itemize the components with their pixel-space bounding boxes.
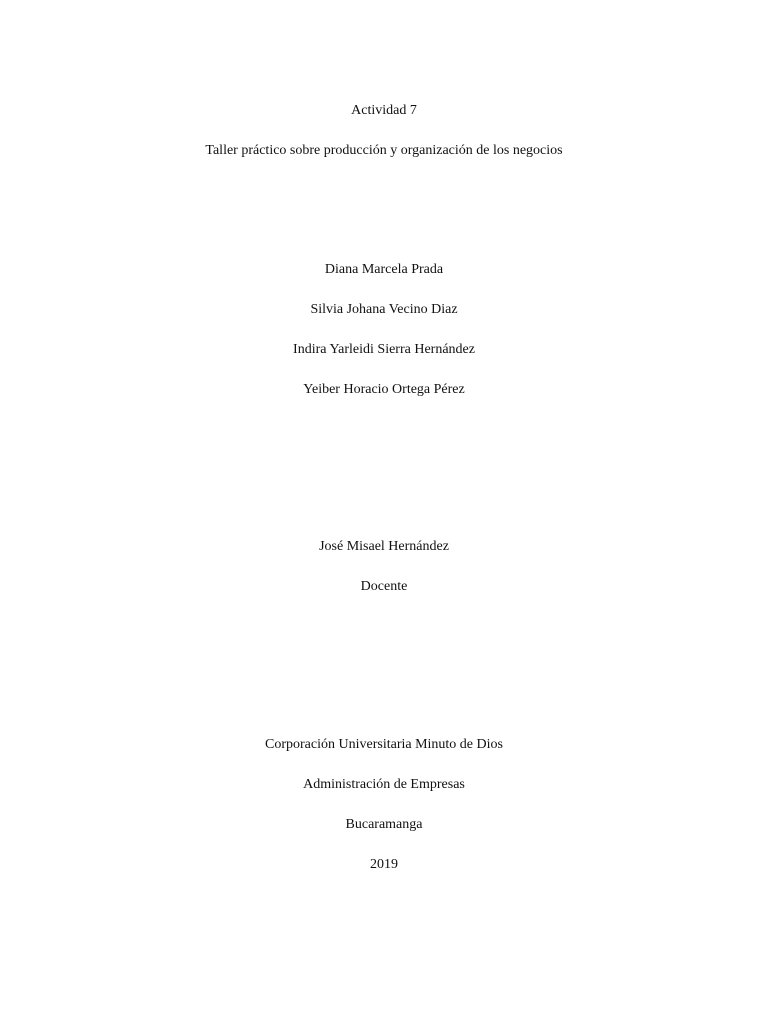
author-name: Yeiber Horacio Ortega Pérez [303, 382, 465, 397]
author-name: Silvia Johana Vecino Diaz [310, 302, 458, 317]
teacher-name: José Misael Hernández [319, 539, 449, 554]
teacher-role: Docente [360, 579, 408, 594]
institution-name: Corporación Universitaria Minuto de Dios [265, 737, 503, 752]
document-year: 2019 [370, 857, 398, 872]
document-title: Actividad 7 [351, 103, 417, 118]
program-name: Administración de Empresas [303, 777, 465, 792]
city-name: Bucaramanga [345, 817, 423, 832]
author-name: Diana Marcela Prada [324, 262, 444, 277]
author-name: Indira Yarleidi Sierra Hernández [293, 342, 475, 357]
document-subtitle: Taller práctico sobre producción y organización de los negocios [205, 143, 563, 158]
